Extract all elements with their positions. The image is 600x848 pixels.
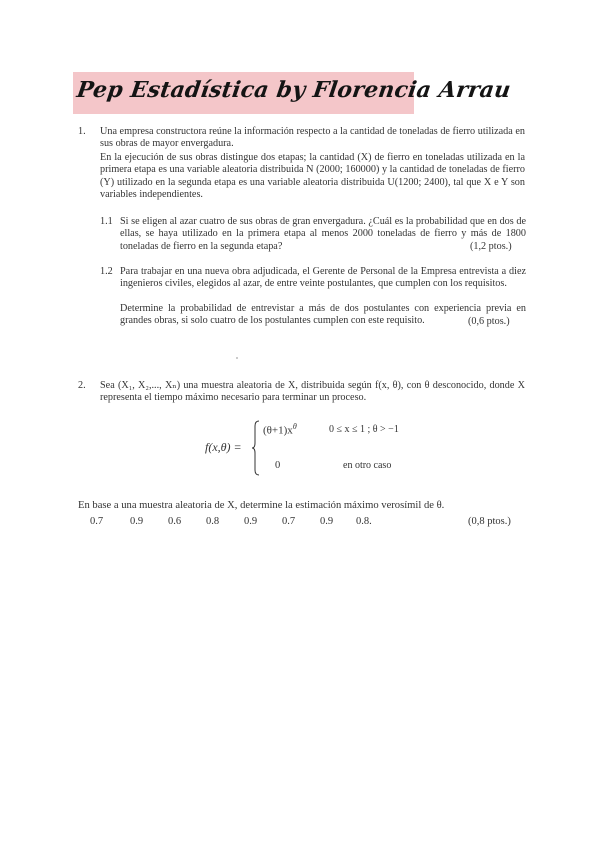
- question-1-1-text: Si se eligen al azar cuatro de sus obras de gran envergadura. ¿Cuál es la probabilidad que en dos de ellas, se haya utilizado en la primera etapa al menos 2000 toneladas de fierro y más de 1800 toneladas de fierro en la segunda etapa?: [120, 216, 526, 252]
- sample-value: 0.9: [320, 516, 334, 527]
- question-1-1-number: 1.1: [100, 216, 113, 227]
- formula-case-2-expr: 0: [275, 460, 281, 471]
- sample-values: [90, 516, 530, 530]
- title-banner: [73, 72, 513, 114]
- sample-value: 0.7: [90, 516, 104, 527]
- question-1-1-points: (1,2 ptos.): [470, 241, 512, 252]
- question-1-number: 1.: [78, 126, 86, 137]
- sample-value: 0.8.: [356, 516, 372, 527]
- sample-value: 0.9: [244, 516, 258, 527]
- question-2-number: 2.: [78, 380, 86, 391]
- left-brace-icon: [252, 420, 260, 476]
- sample-value: 0.7: [282, 516, 296, 527]
- scan-speck: [236, 357, 238, 359]
- sample-value: 0.9: [130, 516, 144, 527]
- formula-case-1-expr: $(\theta+1)x^\theta$: [263, 422, 297, 437]
- question-1-intro-a: Una empresa constructora reúne la información respecto a la cantidad de toneladas de fierro utilizada en sus obras de mayor envergadura.: [100, 126, 525, 150]
- formula-case-2-cond: en otro caso: [343, 460, 392, 471]
- question-1-intro-b: En la ejecución de sus obras distingue dos etapas; la cantidad (X) de fierro en toneladas utilizada en la primera etapa es una variable aleatoria distribuida N (2000; 160000) y la cantidad de toneladas de fierro (Y) utilizado en la segunda etapa es una variable aleatoria distribuida U(1200; 2400), tal que X e Y son variables independientes.: [100, 152, 525, 201]
- density-formula: [205, 418, 465, 478]
- question-1-2-number: 1.2: [100, 266, 113, 277]
- question-2-intro: Sea (X₁, X₂,..., Xₙ) una muestra aleatoria de X, distribuida según f(x, θ), con θ desconocido, donde X representa el tiempo máximo necesario para terminar un proceso.: [100, 380, 525, 404]
- question-1-2-text-b: Determine la probabilidad de entrevistar a más de dos postulantes con experiencia previa en grandes obras, si solo cuatro de los postulantes cumplen con este requisito.: [120, 303, 526, 327]
- question-1-2-points: (0,6 ptos.): [468, 316, 510, 327]
- formula-lhs: f(x,θ) =: [205, 440, 242, 454]
- question-2-task: En base a una muestra aleatoria de X, determine la estimación máximo verosímil de θ.: [78, 500, 445, 511]
- sample-value: 0.6: [168, 516, 182, 527]
- sample-value: 0.8: [206, 516, 220, 527]
- question-2-points: (0,8 ptos.): [468, 516, 511, 527]
- question-1-2-text-a: Para trabajar en una nueva obra adjudicada, el Gerente de Personal de la Empresa entrevista a diez ingenieros civiles, elegidos al azar, de entre veinte postulantes, que cumplen con los requisitos.: [120, 266, 526, 290]
- page-title: Pep Estadística by Florencia Arrau: [75, 77, 513, 103]
- formula-case-1-cond: 0 ≤ x ≤ 1 ; θ > −1: [329, 424, 399, 435]
